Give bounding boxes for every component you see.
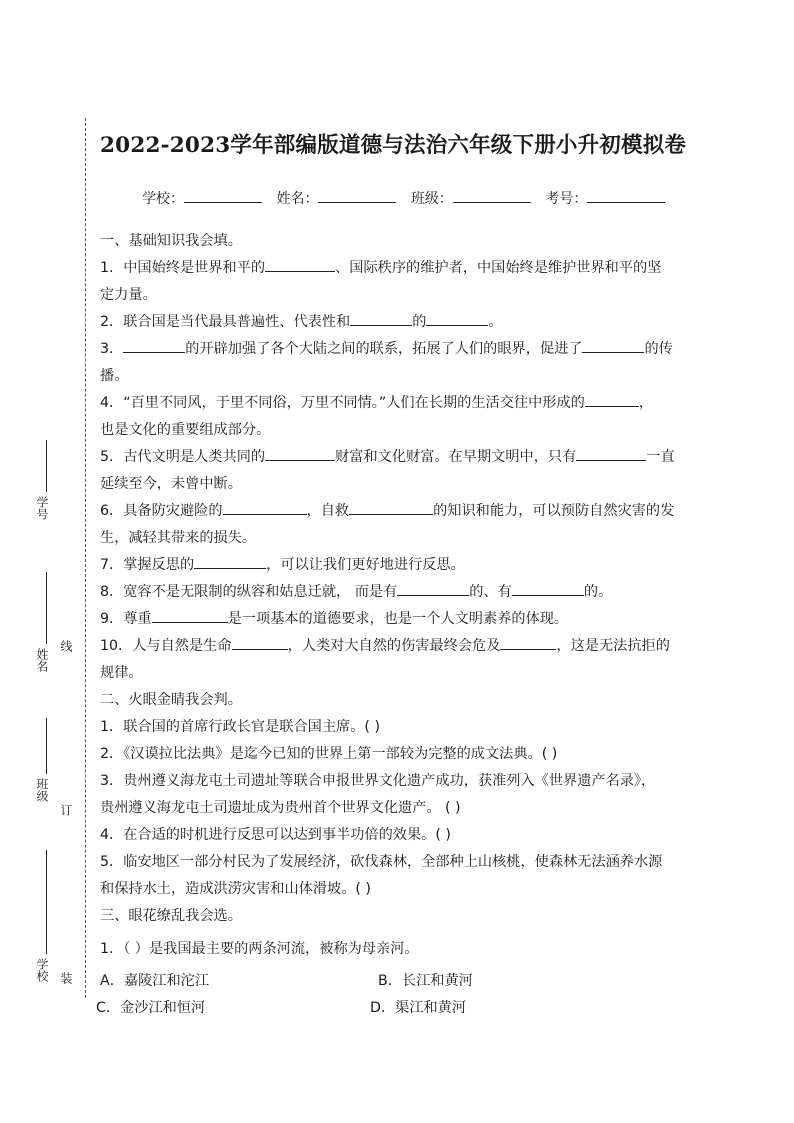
fill-q4-line2: 也是文化的重要组成部分。 [100,422,271,438]
fill-q5-line2: 延续至今，未曾中断。 [100,476,242,492]
judge-q1[interactable]: 1．联合国的首席行政长官是联合国主席。( ) [100,719,380,735]
fill-q1-line1: 1．中国始终是世界和平的 、国际秩序的维护者，中国始终是维护世界和平的坚 [100,255,730,282]
page-title: 2022-2023学年部编版道德与法治六年级下册小升初模拟卷 [100,133,687,158]
fill-blank[interactable] [194,554,266,569]
fill-blank[interactable] [576,446,646,461]
judge-q2[interactable]: 2．《汉谟拉比法典》是迄今已知的世界上第一部较为完整的成文法典。( ) [100,746,558,762]
fill-blank[interactable] [585,392,639,407]
fill-q1-line2: 定力量。 [100,287,157,303]
margin-seal-char: 装 [59,972,73,984]
margin-name-label: 姓名 [35,648,49,672]
fill-blank[interactable] [582,338,644,353]
fill-blank[interactable] [223,500,307,515]
fill-q6-line1: 6．具备防灾避险的 ，自救 的知识和能力，可以预防自然灾害的发 [100,498,730,525]
fill-blank[interactable] [232,635,288,650]
judge-q5-line2[interactable]: 和保持水土，造成洪涝灾害和山体滑坡。( ) [100,881,371,897]
margin-school-blank[interactable] [46,850,47,954]
fill-q10-line2: 规律。 [100,665,143,681]
class-label: 班级： [410,191,453,207]
judge-q5-line1: 5．临安地区一部分村民为了发展经济，砍伐森林，全部种上山核桃，使森林无法涵养水源 [100,854,663,870]
judge-q3-line2[interactable]: 贵州遵义海龙屯土司遗址成为贵州首个世界文化遗产。 ( ) [100,800,461,816]
section2-heading: 二、火眼金睛我会判。 [100,692,242,708]
fill-blank[interactable] [512,581,584,596]
fill-q3-line1: 3． 的开辟加强了各个大陆之间的联系，拓展了人们的眼界，促进了 的传 [100,336,730,363]
margin-class-label: 班级 [35,778,49,802]
exam-no-label: 考号： [545,191,588,207]
choice-option-b[interactable]: B．长江和黄河 [378,973,473,989]
fill-blank[interactable] [123,338,185,353]
fill-q10-line1: 10．人与自然是生命 ，人类对大自然的伤害最终会危及 ，这是无法抗拒的 [100,633,730,660]
fill-q5-line1: 5．古代文明是人类共同的 财富和文化财富。在早期文明中，只有 一直 [100,444,730,471]
fill-blank[interactable] [397,581,469,596]
fill-blank[interactable] [265,257,335,272]
binding-dashed-line [85,118,86,998]
fill-q7: 7．掌握反思的 ，可以让我们更好地进行反思。 [100,552,730,579]
fill-q8: 8．宽容不是无限制的纵容和姑息迁就， 而是有 的、有 的。 [100,579,730,606]
name-label: 姓名： [276,191,319,207]
section1-heading: 一、基础知识我会填。 [100,233,242,249]
fill-q2: 2．联合国是当代最具普遍性、代表性和 的 。 [100,309,730,336]
margin-bind-char: 订 [59,804,73,816]
judge-q3-line1: 3．贵州遵义海龙屯土司遗址等联合申报世界文化遗产成功，获准列入《世界遗产名录》， [100,773,656,789]
margin-school-label: 学校 [35,958,49,982]
choice-option-c[interactable]: C．金沙江和恒河 [96,1000,206,1016]
class-blank[interactable] [453,190,531,203]
fill-blank[interactable] [426,311,488,326]
margin-exam-no-label: 学号 [35,496,49,520]
margin-exam-no-blank[interactable] [46,440,47,492]
choice-q1: 1．（ ）是我国最主要的两条河流，被称为母亲河。 [100,941,419,957]
fill-blank[interactable] [152,608,228,623]
school-blank[interactable] [184,190,262,203]
student-info-row [142,188,675,208]
name-blank[interactable] [318,190,396,203]
exam-no-blank[interactable] [587,190,665,203]
fill-blank[interactable] [265,446,335,461]
fill-blank[interactable] [350,311,412,326]
margin-class-blank[interactable] [46,718,47,774]
fill-q9: 9．尊重 是一项基本的道德要求，也是一个人文明素养的体现。 [100,606,730,633]
fill-q4-line1: 4．“百里不同风，于里不同俗，万里不同情。”人们在长期的生活交往中形成的 ， [100,390,730,417]
choice-option-a[interactable]: A．嘉陵江和沱江 [100,973,210,989]
judge-q4[interactable]: 4．在合适的时机进行反思可以达到事半功倍的效果。( ) [100,827,451,843]
school-label: 学校： [142,191,184,207]
exam-content [100,228,730,963]
fill-blank[interactable] [349,500,433,515]
section3-heading: 三、眼花缭乱我会选。 [100,908,242,924]
margin-name-blank[interactable] [46,572,47,644]
margin-line-char: 线 [59,640,73,652]
fill-q6-line2: 生，减轻其带来的损失。 [100,530,257,546]
fill-blank[interactable] [500,635,556,650]
fill-q3-line2: 播。 [100,368,129,384]
choice-option-d[interactable]: D．渠江和黄河 [370,1000,467,1016]
